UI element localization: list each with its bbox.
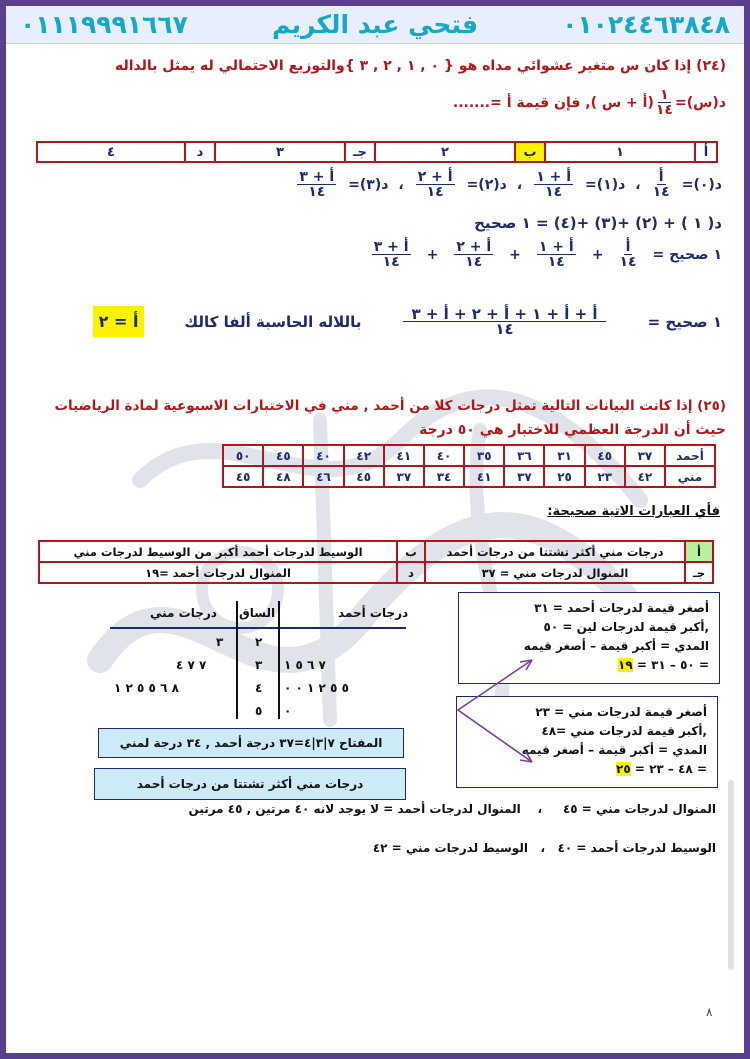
q24-fraction [656,88,673,117]
eq-0-num: أ [625,239,631,255]
q24-opt-d-value[interactable]: ٤ [37,142,185,162]
d3-num: أ + ٣ [299,169,335,185]
q24-line2-pre: د(س)= [674,94,726,111]
mona-box-line-1: أصغر قيمة لدرجات مني = ٢٣ [535,705,707,719]
q24-opt-d-letter[interactable]: د [185,142,215,162]
choice-c-letter[interactable]: جـ [685,562,713,583]
cell: ٤٨ [263,466,303,487]
cell: ٣١ [544,445,584,466]
cell: ٢٥ [544,466,584,487]
row-label: مني [665,466,715,487]
cell: ٤٥ [344,466,384,487]
stem-header-line [110,627,406,629]
stem-row-2-ahmed: ٥ ٥ ٢ ١ ٠ ٠ [284,681,349,695]
ahmed-box-line-3: المدي = أكبر قيمة – أصغر قيمه [523,639,709,653]
d2-den: ١٤ [426,184,444,200]
sep-3: ، [398,176,404,193]
header-author-name: فتحي عبد الكريم [271,10,479,39]
median-line: الوسيط لدرجات أحمد = ٤٠ ، الوسيط لدرجات مني = ٤٢ [372,841,716,855]
d1-frac [534,170,573,199]
q24-opt-b-letter[interactable]: ب [515,142,545,162]
answer-highlight: أ = ٢ [93,306,145,337]
q24-opt-a-value[interactable]: ١ [545,142,695,162]
eq-plus-2: + [509,246,521,263]
eq-2-den: ١٤ [465,254,483,270]
cell: ٣٧ [384,466,424,487]
row-label: أحمد [665,445,715,466]
comparison-arrows [440,650,540,770]
q24-sum-line: د( ١ ) + (٢) +(٣) +(٤) = ١ صحيح [474,214,722,232]
stem-key-box: المفتاح ٧|٣|٤=٣٧ درجة أحمد , ٣٤ درجة لمني [98,728,404,758]
eq-1-num: أ + ١ [538,239,574,255]
cell: ٣٦ [504,445,544,466]
choice-b-letter[interactable]: ب [397,541,425,562]
choice-d-letter[interactable]: د [397,562,425,583]
choice-d-text[interactable]: المنوال لدرجات أحمد =١٩ [39,562,397,583]
cell: ٤٢ [344,445,384,466]
q24-prob-row [295,170,722,199]
eq-0-den: ١٤ [619,254,637,270]
q24-options-table [36,141,718,163]
q24-line2 [453,88,726,117]
stem-row-3-ahmed: ٠ [284,704,292,718]
d0-label: د(٠)= [681,176,722,193]
cell: ٣٥ [464,445,504,466]
stem-row-0-stem: ٢ [255,635,263,649]
mode-line: المنوال لدرجات مني = ٤٥ ، المنوال لدرجات أحمد = لا يوجد لانه ٤٠ مرتين , ٤٥ مرتين [188,802,716,816]
q24-frac-den: ١٤ [655,102,673,118]
eq-lhs: ١ صحيح = [652,246,722,263]
conclusion-box: درجات مني أكثر تشتتا من درجات أحمد [94,768,406,800]
scrollbar[interactable] [728,780,734,970]
header-stem: الساق [239,606,276,620]
d3-frac [297,170,336,199]
mona-box-calc: = ٤٨ – ٢٣ = [634,762,707,776]
choice-b-text[interactable]: الوسيط لدرجات أحمد أكبر من الوسيط لدرجات مني [39,541,397,562]
stem-row-1-mona: ٧ ٧ ٤ [176,658,207,672]
eq-3-num: أ + ٣ [373,239,409,255]
choice-a-text[interactable]: درجات مني أكثر تشتتا من درجات أحمد [425,541,685,562]
stem-row-1-stem: ٣ [255,658,263,672]
q25-line2: حيث أن الدرجة العظمي للاختبار هي ٥٠ درجة [419,422,726,438]
q25-line1: (٢٥) إذا كانت البيانات التالية تمثل درجات كلا من أحمد , مني في الاختبارات الاسبوعية لمادة الرياضيات [54,398,726,414]
cell: ٤٦ [303,466,343,487]
cell: ٤٥ [585,445,625,466]
page-number: ٨ [706,1005,713,1019]
stem-row-0-mona: ٣ [216,635,224,649]
table-row-mona [223,466,715,487]
q24-opt-b-value[interactable]: ٢ [375,142,515,162]
header-mona: درجات مني [150,606,217,620]
d3-den: ١٤ [308,184,326,200]
choice-a-letter[interactable]: أ [685,541,713,562]
sep-2: ، [516,176,523,193]
cell: ٤١ [464,466,504,487]
d1-num: أ + ١ [536,169,572,185]
eq-plus-1: + [591,246,604,263]
cell: ٤٥ [263,445,303,466]
eq-frac-3 [372,240,411,269]
eq-frac-0 [619,240,636,269]
eq-frac-1 [537,240,576,269]
final-num: أ + أ + ١ + أ + ٢ + أ + ٣ [403,307,605,322]
d0-frac [653,170,670,199]
ahmed-box-line-1: أصغر قيمة لدرجات أحمد = ٣١ [534,601,709,615]
q25-data-table [222,444,716,488]
table-row-ahmed [223,445,715,466]
ahmed-box-line-2: ,أكبر قيمة لدرجات لين = ٥٠ [543,620,709,634]
choice-c-text[interactable]: المنوال لدرجات مني = ٣٧ [425,562,685,583]
q24-opt-a-letter[interactable]: أ [695,142,717,162]
eq-frac-2 [454,240,493,269]
d0-num: أ [658,169,664,185]
stem-row-3-stem: ٥ [255,704,263,718]
final-text: باللاله الحاسبة ألفا كالك [184,312,362,331]
q25-choices-table [38,540,714,584]
cell: ٤٢ [625,466,665,487]
sep-1: ، [635,176,641,193]
d3-label: د(٣)= [348,176,389,193]
stem-row-2-mona: ٨ ٦ ٥ ٥ ٢ ١ [114,681,179,695]
d1-den: ١٤ [545,184,563,200]
d2-frac [416,170,455,199]
ahmed-range-result: ١٩ [618,658,633,672]
header-ahmed: درجات أحمد [338,606,409,620]
cell: ٤٠ [424,445,464,466]
cell: ٣٧ [504,466,544,487]
mona-box-line-3: المدي = أكبر قيمة – أصغر قيمه [521,743,707,757]
cell: ٤١ [384,445,424,466]
cell: ٥٠ [223,445,263,466]
eq-1-den: ١٤ [547,254,565,270]
q24-line2-post: (أ + س ), فإن قيمة أ =....... [452,94,654,111]
d1-label: د(١)= [585,176,626,193]
final-lhs: ١ صحيح = [647,312,722,331]
cell: ٤٥ [223,466,263,487]
mona-box-line-2: ,أكبر قيمة لدرجات مني =٤٨ [541,724,707,738]
cell: ٢٣ [585,466,625,487]
q24-opt-c-letter[interactable]: جـ [345,142,375,162]
cell: ٤٠ [303,445,343,466]
ahmed-box-calc: = ٥٠ – ٣١ = [636,658,709,672]
stem-row-1-ahmed: ٧ ٦ ٥ ١ [284,658,326,672]
eq-2-num: أ + ٢ [456,239,492,255]
stem-line-left [236,601,238,719]
stem-row-2-stem: ٤ [255,681,263,695]
q24-line1: (٢٤) إذا كان س متغير عشوائي مداه هو { ٠ , ١ , ٢ , ٣ }والتوزيع الاحتمالي له يمثل بالداله [115,58,726,74]
d2-label: د(٢)= [466,176,507,193]
header-phone-2: ٠١٠٢٤٤٦٣٨٤٨ [562,10,730,39]
q24-final-row [93,306,722,337]
d2-num: أ + ٢ [417,169,453,185]
q24-opt-c-value[interactable]: ٣ [215,142,345,162]
eq-plus-3: + [426,246,439,263]
stem-line-right [278,601,280,719]
cell: ٣٧ [625,445,665,466]
header-bar [6,6,744,44]
final-frac [403,307,605,336]
header-phone-1: ٠١١١٩٩٩١٦٦٧ [20,10,188,39]
eq-3-den: ١٤ [382,254,400,270]
q25-question: فأي العبارات الاتية صحيحة: [547,504,720,519]
q24-equation-row [370,240,722,269]
final-den: ١٤ [495,320,514,338]
q24-frac-num: ١ [660,87,669,103]
mona-range-result: ٢٥ [616,762,631,776]
cell: ٣٤ [424,466,464,487]
d0-den: ١٤ [652,184,670,200]
